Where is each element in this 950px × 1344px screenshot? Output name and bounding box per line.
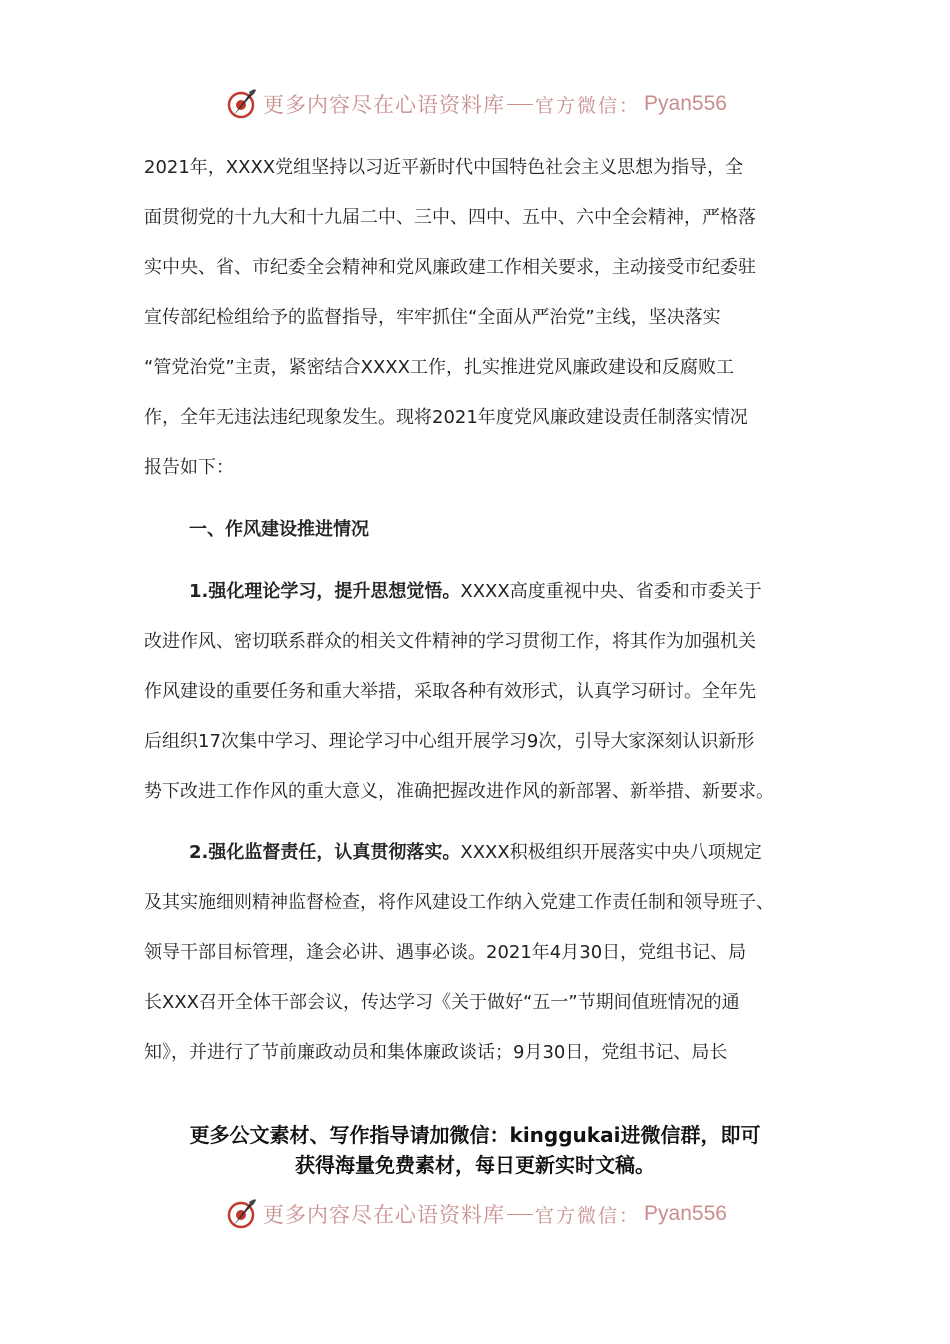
banner-wechat-id: Pyan556 bbox=[644, 92, 727, 115]
body-line: 知》，并进行了节前廉政动员和集体廉政谈话；9月30日，党组书记、局长 bbox=[144, 1042, 728, 1063]
banner-wechat-label: 官方微信： bbox=[535, 1204, 641, 1227]
body-line: 宣传部纪检组给予的监督指导，牢牢抓住“全面从严治党”主线，坚决落实 bbox=[144, 307, 721, 328]
promo-line-2: 获得海量免费素材，每日更新实时文稿。 bbox=[295, 1153, 655, 1177]
footer-banner bbox=[0, 1194, 950, 1234]
body-line: 及其实施细则精神监督检查，将作风建设工作纳入党建工作责任制和领导班子、 bbox=[144, 892, 774, 913]
banner-wechat-label: 官方微信： bbox=[535, 94, 641, 117]
body-line: 2021年，XXXX党组坚持以习近平新时代中国特色社会主义思想为指导，全 bbox=[144, 157, 744, 178]
promo-line-1: 更多公文素材、写作指导请加微信：kinggukai进微信群，即可 bbox=[189, 1123, 761, 1147]
banner-dash bbox=[507, 104, 533, 105]
item2-title: 2.强化监督责任，认真贯彻落实。 bbox=[189, 842, 461, 863]
body-line: 后组织17次集中学习、理论学习中心组开展学习9次，引导大家深刻认识新形 bbox=[144, 731, 755, 752]
header-banner bbox=[0, 84, 950, 124]
body-line: 领导干部目标管理，逢会必讲、遇事必谈。2021年4月30日，党组书记、局 bbox=[144, 942, 747, 963]
banner-brand-text: 更多内容尽在心语资料库 bbox=[263, 93, 506, 117]
item2-first-line-text: XXXX积极组织开展落实中央八项规定 bbox=[460, 842, 762, 863]
body-line: “管党治党”主责，紧密结合XXXX工作，扎实推进党风廉政建设和反腐败工 bbox=[144, 357, 734, 378]
body-line: 长XXX召开全体干部会议，传达学习《关于做好“五一”节期间值班情况的通 bbox=[144, 992, 740, 1013]
body-line: 面贯彻党的十九大和十九届二中、三中、四中、五中、六中全会精神，严格落 bbox=[144, 207, 756, 228]
body-line: 作，全年无违法违纪现象发生。现将2021年度党风廉政建设责任制落实情况 bbox=[144, 407, 748, 428]
body-line: 作风建设的重要任务和重大举措，采取各种有效形式，认真学习研讨。全年先 bbox=[144, 681, 756, 702]
section-heading: 一、作风建设推进情况 bbox=[189, 519, 369, 540]
banner-brand-text: 更多内容尽在心语资料库 bbox=[263, 1203, 506, 1227]
item2-first-line bbox=[189, 841, 859, 865]
body-line: 报告如下： bbox=[144, 457, 234, 478]
body-line: 实中央、省、市纪委全会精神和党风廉政建工作相关要求，主动接受市纪委驻 bbox=[144, 257, 756, 278]
quill-logo-icon bbox=[223, 86, 259, 122]
item1-title: 1.强化理论学习，提升思想觉悟。 bbox=[189, 581, 461, 602]
quill-logo-icon bbox=[223, 1196, 259, 1232]
banner-dash bbox=[507, 1214, 533, 1215]
banner-wechat-id: Pyan556 bbox=[644, 1202, 727, 1225]
body-line: 改进作风、密切联系群众的相关文件精神的学习贯彻工作，将其作为加强机关 bbox=[144, 631, 756, 652]
item1-first-line-text: XXXX高度重视中央、省委和市委关于 bbox=[460, 581, 762, 602]
body-line: 势下改进工作作风的重大意义，准确把握改进作风的新部署、新举措、新要求。 bbox=[144, 781, 774, 802]
item1-first-line bbox=[189, 580, 859, 604]
